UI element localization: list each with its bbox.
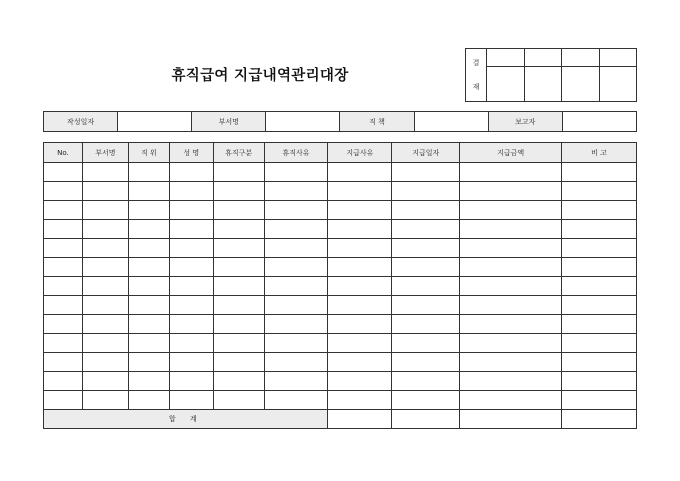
table-cell[interactable] [460, 220, 562, 239]
table-cell[interactable] [562, 201, 637, 220]
table-cell[interactable] [328, 296, 392, 315]
table-cell[interactable] [82, 220, 128, 239]
column-header: 휴직사유 [264, 143, 328, 163]
approval-sign-cell[interactable] [524, 67, 562, 102]
table-cell[interactable] [264, 258, 328, 277]
table-cell[interactable] [562, 391, 637, 410]
table-header-row [44, 143, 637, 163]
approval-label-bottom: 재 [472, 83, 480, 91]
table-cell[interactable] [460, 391, 562, 410]
approval-box [465, 48, 637, 102]
table-cell[interactable] [392, 296, 460, 315]
table-cell[interactable] [82, 182, 128, 201]
table-cell[interactable] [213, 163, 264, 182]
approval-sign-cell[interactable] [562, 67, 600, 102]
table-cell[interactable] [328, 315, 392, 334]
table-cell[interactable] [264, 182, 328, 201]
table-cell[interactable] [264, 163, 328, 182]
table-cell[interactable] [392, 220, 460, 239]
table-cell[interactable] [460, 239, 562, 258]
table-cell[interactable] [562, 334, 637, 353]
table-cell[interactable] [44, 296, 83, 315]
table-cell[interactable] [264, 334, 328, 353]
table-cell[interactable] [392, 182, 460, 201]
total-cell[interactable] [392, 410, 460, 429]
column-header: 지급일자 [392, 143, 460, 163]
approval-sign-cell[interactable] [599, 67, 637, 102]
table-cell[interactable] [128, 277, 169, 296]
payment-ledger-table [43, 142, 637, 429]
table-cell[interactable] [169, 315, 213, 334]
date-label: 작성일자 [44, 112, 118, 132]
table-cell[interactable] [392, 391, 460, 410]
table-cell[interactable] [328, 258, 392, 277]
table-cell[interactable] [44, 334, 83, 353]
table-cell[interactable] [44, 315, 83, 334]
table-row [44, 296, 637, 315]
position-field[interactable] [414, 112, 488, 132]
column-header: 부서명 [82, 143, 128, 163]
table-cell[interactable] [44, 258, 83, 277]
table-cell[interactable] [169, 220, 213, 239]
table-cell[interactable] [128, 258, 169, 277]
table-cell[interactable] [460, 372, 562, 391]
table-cell[interactable] [328, 220, 392, 239]
table-cell[interactable] [82, 315, 128, 334]
table-cell[interactable] [213, 315, 264, 334]
table-cell[interactable] [128, 334, 169, 353]
table-cell[interactable] [82, 391, 128, 410]
table-cell[interactable] [328, 239, 392, 258]
table-cell[interactable] [82, 334, 128, 353]
table-cell[interactable] [562, 239, 637, 258]
table-row [44, 315, 637, 334]
table-cell[interactable] [213, 220, 264, 239]
table-cell[interactable] [264, 220, 328, 239]
table-cell[interactable] [169, 353, 213, 372]
table-row [44, 353, 637, 372]
table-row [44, 201, 637, 220]
table-cell[interactable] [44, 239, 83, 258]
table-cell[interactable] [169, 334, 213, 353]
table-cell[interactable] [392, 277, 460, 296]
approval-signer-title-cell[interactable] [487, 49, 525, 67]
table-cell[interactable] [328, 353, 392, 372]
page-title: 휴직급여 지급내역관리대장 [171, 68, 349, 84]
table-cell[interactable] [328, 277, 392, 296]
table-cell[interactable] [264, 391, 328, 410]
table-cell[interactable] [213, 372, 264, 391]
table-cell[interactable] [169, 201, 213, 220]
table-cell[interactable] [128, 182, 169, 201]
table-cell[interactable] [562, 182, 637, 201]
table-cell[interactable] [82, 201, 128, 220]
date-field[interactable] [118, 112, 192, 132]
table-row [44, 391, 637, 410]
table-cell[interactable] [562, 163, 637, 182]
table-cell[interactable] [328, 201, 392, 220]
table-cell[interactable] [460, 258, 562, 277]
table-cell[interactable] [392, 239, 460, 258]
table-cell[interactable] [44, 277, 83, 296]
table-cell[interactable] [213, 353, 264, 372]
table-cell[interactable] [264, 296, 328, 315]
total-label: 합 계 [44, 410, 328, 429]
table-cell[interactable] [460, 277, 562, 296]
table-cell[interactable] [392, 315, 460, 334]
table-cell[interactable] [392, 372, 460, 391]
table-row [44, 277, 637, 296]
approval-label [466, 49, 487, 102]
table-cell[interactable] [128, 201, 169, 220]
table-row [44, 220, 637, 239]
table-cell[interactable] [169, 163, 213, 182]
table-cell[interactable] [82, 372, 128, 391]
table-cell[interactable] [264, 372, 328, 391]
table-cell[interactable] [169, 239, 213, 258]
total-cell[interactable] [562, 410, 637, 429]
table-cell[interactable] [128, 315, 169, 334]
approval-sign-cell[interactable] [487, 67, 525, 102]
table-cell[interactable] [213, 182, 264, 201]
table-cell[interactable] [460, 182, 562, 201]
table-cell[interactable] [213, 239, 264, 258]
table-cell[interactable] [82, 277, 128, 296]
approval-signer-title-cell[interactable] [524, 49, 562, 67]
table-cell[interactable] [264, 201, 328, 220]
table-cell[interactable] [82, 163, 128, 182]
table-cell[interactable] [328, 372, 392, 391]
table-cell[interactable] [264, 353, 328, 372]
table-cell[interactable] [44, 353, 83, 372]
info-row [43, 111, 637, 132]
dept-field[interactable] [266, 112, 340, 132]
table-cell[interactable] [169, 277, 213, 296]
table-cell[interactable] [128, 239, 169, 258]
column-header: 직 위 [128, 143, 169, 163]
table-cell[interactable] [328, 163, 392, 182]
table-cell[interactable] [328, 391, 392, 410]
column-header: 지급사유 [328, 143, 392, 163]
table-cell[interactable] [460, 163, 562, 182]
approval-signer-title-cell[interactable] [599, 49, 637, 67]
table-cell[interactable] [392, 353, 460, 372]
table-cell[interactable] [264, 239, 328, 258]
total-cell[interactable] [460, 410, 562, 429]
dept-label: 부서명 [192, 112, 266, 132]
table-cell[interactable] [44, 391, 83, 410]
table-cell[interactable] [82, 239, 128, 258]
table-cell[interactable] [169, 372, 213, 391]
table-cell[interactable] [328, 182, 392, 201]
position-label: 직 책 [340, 112, 414, 132]
column-header: 휴직구분 [213, 143, 264, 163]
table-row [44, 182, 637, 201]
column-header: No. [44, 143, 83, 163]
table-row [44, 163, 637, 182]
table-cell[interactable] [213, 277, 264, 296]
table-row [44, 258, 637, 277]
table-cell[interactable] [562, 258, 637, 277]
table-cell[interactable] [128, 353, 169, 372]
table-cell[interactable] [44, 220, 83, 239]
table-cell[interactable] [213, 296, 264, 315]
table-body [44, 163, 637, 410]
table-cell[interactable] [169, 296, 213, 315]
table-cell[interactable] [213, 258, 264, 277]
table-cell[interactable] [82, 296, 128, 315]
approval-signer-title-cell[interactable] [562, 49, 600, 67]
table-cell[interactable] [328, 334, 392, 353]
table-cell[interactable] [82, 258, 128, 277]
table-cell[interactable] [264, 315, 328, 334]
table-cell[interactable] [169, 258, 213, 277]
table-cell[interactable] [460, 296, 562, 315]
table-cell[interactable] [562, 315, 637, 334]
table-row [44, 334, 637, 353]
table-cell[interactable] [562, 353, 637, 372]
table-row [44, 239, 637, 258]
table-cell[interactable] [562, 277, 637, 296]
table-cell[interactable] [460, 334, 562, 353]
column-header: 지급금액 [460, 143, 562, 163]
table-cell[interactable] [392, 334, 460, 353]
table-cell[interactable] [128, 220, 169, 239]
table-cell[interactable] [213, 201, 264, 220]
table-cell[interactable] [392, 163, 460, 182]
table-cell[interactable] [44, 163, 83, 182]
table-cell[interactable] [128, 296, 169, 315]
table-cell[interactable] [460, 201, 562, 220]
table-cell[interactable] [264, 277, 328, 296]
table-cell[interactable] [169, 182, 213, 201]
table-cell[interactable] [128, 163, 169, 182]
reporter-label: 보고자 [488, 112, 562, 132]
approval-label-top: 결 [472, 59, 480, 67]
column-header: 성 명 [169, 143, 213, 163]
table-cell[interactable] [392, 201, 460, 220]
table-cell[interactable] [44, 372, 83, 391]
table-cell[interactable] [460, 353, 562, 372]
table-cell[interactable] [128, 391, 169, 410]
total-cell[interactable] [328, 410, 392, 429]
table-cell[interactable] [460, 315, 562, 334]
table-cell[interactable] [128, 372, 169, 391]
column-header: 비 고 [562, 143, 637, 163]
table-cell[interactable] [392, 258, 460, 277]
table-cell[interactable] [562, 220, 637, 239]
table-cell[interactable] [562, 372, 637, 391]
table-cell[interactable] [213, 334, 264, 353]
table-row [44, 372, 637, 391]
table-cell[interactable] [44, 201, 83, 220]
table-cell[interactable] [213, 391, 264, 410]
table-cell[interactable] [562, 296, 637, 315]
table-cell[interactable] [169, 391, 213, 410]
table-cell[interactable] [44, 182, 83, 201]
table-cell[interactable] [82, 353, 128, 372]
reporter-field[interactable] [562, 112, 636, 132]
total-row [44, 410, 637, 429]
